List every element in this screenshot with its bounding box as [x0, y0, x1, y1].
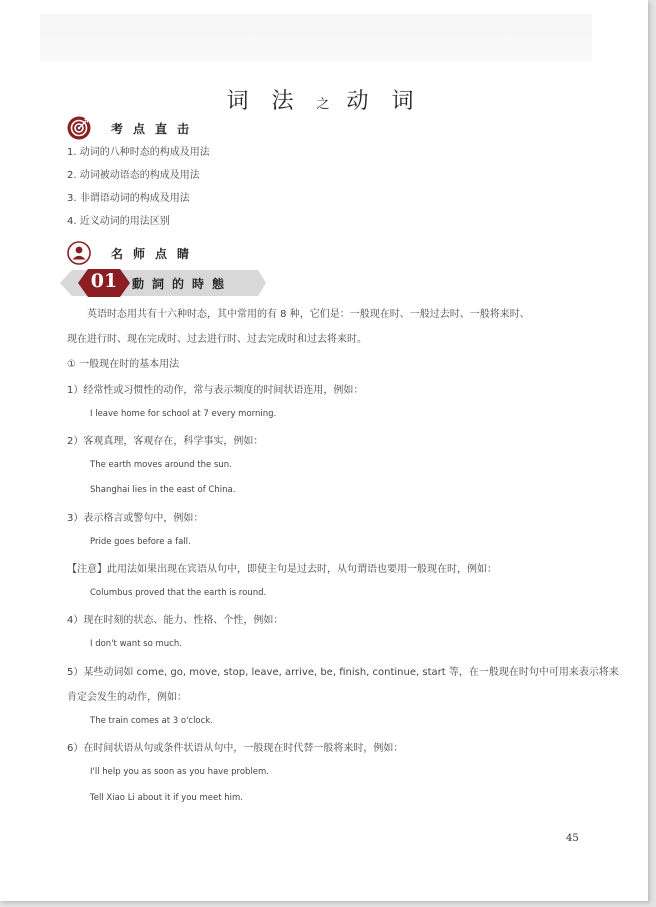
section-exam-header [67, 116, 199, 140]
example-sentence: The earth moves around the sun. [90, 460, 232, 470]
title-main: 词 法 [226, 89, 302, 114]
paragraph: 5）某些动词如 come, go, move, stop, leave, arrive, be, finish, continue, start 等，在一般现在时句中可用来表示将来 [67, 667, 619, 678]
paragraph: 肯定会发生的动作，例如： [67, 692, 187, 703]
page-number: 45 [566, 833, 579, 844]
subheading: ① 一般现在时的基本用法 [67, 359, 180, 370]
example-sentence: I'll help you as soon as you have problem. [90, 767, 270, 777]
title-tail: 动 词 [346, 89, 422, 114]
example-sentence: I leave home for school at 7 every morning. [90, 409, 277, 419]
paragraph: 1）经常性或习惯性的动作，常与表示频度的时间状语连用，例如： [67, 385, 364, 396]
example-sentence: The train comes at 3 o'clock. [90, 716, 213, 726]
example-sentence: Columbus proved that the earth is round. [90, 588, 267, 598]
title-connector: 之 [316, 97, 332, 112]
exam-point: 3. 非谓语动词的构成及用法 [67, 193, 190, 204]
exam-point: 2. 动词被动语态的构成及用法 [67, 170, 200, 181]
paragraph: 6）在时间状语从句或条件状语从句中，一般现在时代替一般将来时，例如： [67, 743, 404, 754]
section-teacher-header [67, 241, 199, 265]
header-band [40, 14, 592, 62]
exam-point: 1. 动词的八种时态的构成及用法 [67, 147, 210, 158]
exam-point: 4. 近义动词的用法区别 [67, 216, 170, 227]
paragraph: 英语时态用共有十六种时态，其中常用的有 8 种，它们是：一般现在时、一般过去时、一般将来时、 [87, 309, 530, 320]
banner-number: 01 [90, 270, 118, 292]
paragraph: 4）现在时刻的状态、能力、性格、个性，例如： [67, 615, 284, 626]
paragraph: 现在进行时、现在完成时、过去进行时、过去完成时和过去将来时。 [67, 334, 367, 345]
page-title [0, 84, 648, 115]
paragraph: 2）客观真理，客观存在，科学事实，例如： [67, 436, 264, 447]
example-sentence: Pride goes before a fall. [90, 537, 191, 547]
exam-points-list [67, 146, 210, 238]
target-icon [67, 116, 91, 140]
teacher-icon [67, 241, 91, 265]
section-teacher-label: 名师点睛 [111, 246, 200, 261]
banner-title: 動詞的時態 [132, 277, 233, 291]
paragraph: 3）表示格言或警句中，例如： [67, 513, 204, 524]
example-sentence: Tell Xiao Li about it if you meet him. [90, 793, 243, 803]
example-sentence: Shanghai lies in the east of China. [90, 485, 236, 495]
section-exam-label: 考点直击 [111, 121, 200, 136]
example-sentence: I don't want so much. [90, 639, 182, 649]
note-paragraph: 【注意】此用法如果出现在宾语从句中，即使主句是过去时，从句谓语也要用一般现在时，例如： [67, 564, 497, 575]
